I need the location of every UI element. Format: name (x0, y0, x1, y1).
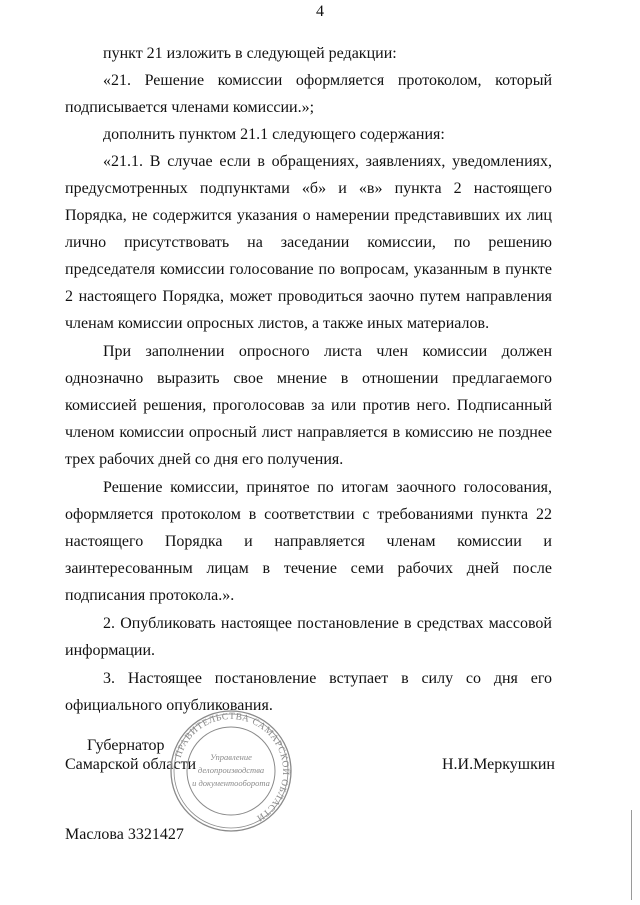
paragraph-item-2: 2. Опубликовать настоящее постановление в средствах массовой информации. (65, 615, 552, 659)
signature-block (65, 736, 555, 796)
svg-text:делопроизводства: делопроизводства (197, 765, 265, 775)
paragraph-21-1-text: «21.1. В случае если в обращениях, заявлениях, уведомлениях, предусмотренных подпунктами «б» и «в» пункта 2 настоящего Порядка, не содержится указания о намерении представивших их лиц лично присутствовать на заседании комиссии, по решению председателя комиссии голосование по вопросам, указанным в пункте 2 настоящего Порядка, может проводиться заочно путем направления членам комиссии опросных листов, а также иных материалов. (65, 153, 552, 332)
paragraph-amend-21: пункт 21 изложить в следующей редакции: (103, 45, 397, 62)
signatory-region: Самарской области (65, 756, 196, 773)
executor-contact: Маслова 3321427 (65, 826, 184, 843)
paragraph-questionnaire: При заполнении опросного листа член комиссии должен однозначно выразить свое мнение в отношении предлагаемого комиссией решения, проголосовав за или против него. Подписанный членом комиссии опросный лист направляется в комиссию не позднее трех рабочих дней со дня его получения. (65, 343, 552, 468)
signatory-title: Губернатор (87, 737, 165, 754)
signatory-name: Н.И.Меркушкин (442, 756, 555, 773)
svg-text:Управление: Управление (210, 752, 252, 762)
svg-text:и документооборота: и документооборота (192, 778, 270, 788)
paragraph-add-21-1: дополнить пунктом 21.1 следующего содержания: (103, 126, 445, 143)
paragraph-21-text: «21. Решение комиссии оформляется протоколом, который подписывается членами комиссии.»; (65, 72, 552, 116)
scan-edge-line (631, 810, 632, 900)
page-number: 4 (316, 3, 324, 20)
svg-text:ПРАВИТЕЛЬСТВА САМАРСКОЙ ОБЛАСТ: ПРАВИТЕЛЬСТВА САМАРСКОЙ ОБЛАСТИ (173, 711, 291, 823)
paragraph-item-3: 3. Настоящее постановление вступает в силу со дня его официального опубликования. (65, 670, 552, 714)
paragraph-absentee-decision: Решение комиссии, принятое по итогам заочного голосования, оформляется протоколом в соответствии с требованиями пункта 22 настоящего Порядка и направляется членам комиссии и заинтересованным лицам в течение семи рабочих дней после подписания протокола.». (65, 479, 552, 604)
official-seal-stamp (168, 708, 294, 834)
document-body (65, 40, 552, 719)
